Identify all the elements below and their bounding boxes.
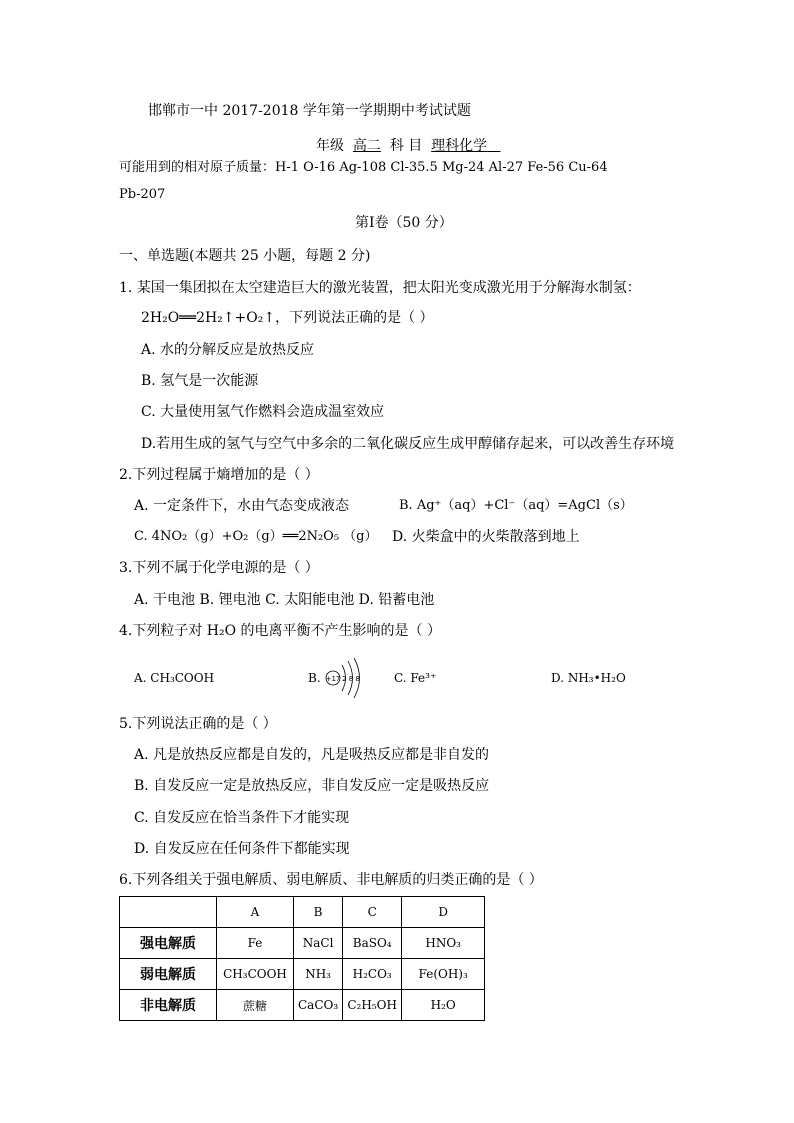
grade-subject-line	[316, 136, 501, 156]
q5-option-a: A. 凡是放热反应都是自发的，凡是吸热反应都是非自发的	[134, 747, 490, 763]
q4-option-c: C. Fe³⁺	[394, 671, 437, 685]
atomic-masses-line1: 可能用到的相对原子质量：H-1 O-16 Ag-108 Cl-35.5 Mg-24 Al-27 Fe-56 Cu-64	[119, 160, 608, 175]
q1-equation: 2H₂O══2H₂↑+O₂↑，下列说法正确的是（ ）	[141, 310, 434, 326]
atomic-masses-line2: Pb-207	[119, 187, 166, 202]
grade-value: 高二	[352, 138, 381, 154]
q4-option-a: A. CH₃COOH	[134, 671, 215, 685]
q2-stem: 2.下列过程属于熵增加的是（ ）	[119, 467, 319, 483]
table-cell: 蔗糖	[217, 990, 294, 1021]
table-cell: H₂CO₃	[343, 959, 402, 990]
table-cell: CH₃COOH	[217, 959, 294, 990]
table-row	[120, 928, 485, 959]
volume-title: 第Ⅰ卷（50 分）	[355, 215, 453, 231]
table-cell: C	[343, 897, 402, 928]
q5-stem: 5.下列说法正确的是（ ）	[119, 716, 277, 732]
table-cell: BaSO₄	[343, 928, 402, 959]
q1-option-d: D.若用生成的氢气与空气中多余的二氧化碳反应生成甲醇储存起来，可以改善生存环境	[141, 436, 675, 452]
table-cell: NH₃	[294, 959, 343, 990]
table-row	[120, 990, 485, 1021]
q4-stem: 4.下列粒子对 H₂O 的电离平衡不产生影响的是（ ）	[119, 623, 442, 639]
q4-option-b-label: B.	[308, 671, 321, 685]
q3-options: A. 干电池 B. 锂电池 C. 太阳能电池 D. 铅蓄电池	[134, 592, 435, 608]
electron-shells: 2 8 8	[342, 675, 360, 683]
q3-stem: 3.下列不属于化学电源的是（ ）	[119, 560, 319, 576]
electrolyte-classification-table	[119, 896, 485, 1021]
chlorine-ion-structure-diagram	[322, 655, 370, 699]
subject-value: 理科化学	[431, 138, 488, 154]
q1-option-c: C. 大量使用氢气作燃料会造成温室效应	[141, 404, 385, 420]
school-title: 邯郸市一中 2017-2018 学年第一学期期中考试试题	[148, 103, 471, 119]
q1-option-b: B. 氢气是一次能源	[141, 373, 259, 389]
table-row	[120, 959, 485, 990]
q1-option-a: A. 水的分解反应是放热反应	[141, 342, 315, 358]
q2-option-a: A. 一定条件下，水由气态变成液态	[134, 498, 350, 514]
q2-option-d: D. 火柴盒中的火柴散落到地上	[392, 529, 580, 545]
table-cell: Fe	[217, 928, 294, 959]
q5-option-b: B. 自发反应一定是放热反应，非自发反应一定是吸热反应	[134, 778, 490, 794]
table-row-label: 非电解质	[120, 990, 217, 1021]
nucleus-charge: +17	[325, 675, 341, 683]
table-row-label: 弱电解质	[120, 959, 217, 990]
q5-option-c: C. 自发反应在恰当条件下才能实现	[134, 810, 350, 826]
table-cell: HNO₃	[402, 928, 485, 959]
table-cell: H₂O	[402, 990, 485, 1021]
q5-option-d: D. 自发反应在任何条件下都能实现	[134, 841, 350, 857]
table-cell: NaCl	[294, 928, 343, 959]
q4-option-d: D. NH₃•H₂O	[551, 671, 626, 685]
table-cell	[120, 897, 217, 928]
table-cell: D	[402, 897, 485, 928]
section-title: 一、单选题(本题共 25 小题，每题 2 分)	[119, 248, 371, 264]
subject-label: 科 目	[389, 138, 423, 154]
table-header-row	[120, 897, 485, 928]
table-row-label: 强电解质	[120, 928, 217, 959]
q1-stem: 1. 某国一集团拟在太空建造巨大的激光装置，把太阳光变成激光用于分解海水制氢：	[119, 280, 641, 296]
table-cell: C₂H₅OH	[343, 990, 402, 1021]
table-cell: CaCO₃	[294, 990, 343, 1021]
table-cell: Fe(OH)₃	[402, 959, 485, 990]
q2-option-c: C. 4NO₂（g）+O₂（g）══2N₂O₅ （g）	[134, 529, 378, 544]
q2-option-b: B. Ag⁺（aq）+Cl⁻（aq）=AgCl（s）	[399, 498, 633, 513]
table-cell: B	[294, 897, 343, 928]
grade-label: 年级	[316, 138, 344, 154]
q6-stem: 6.下列各组关于强电解质、弱电解质、非电解质的归类正确的是（ ）	[119, 872, 543, 888]
table-cell: A	[217, 897, 294, 928]
